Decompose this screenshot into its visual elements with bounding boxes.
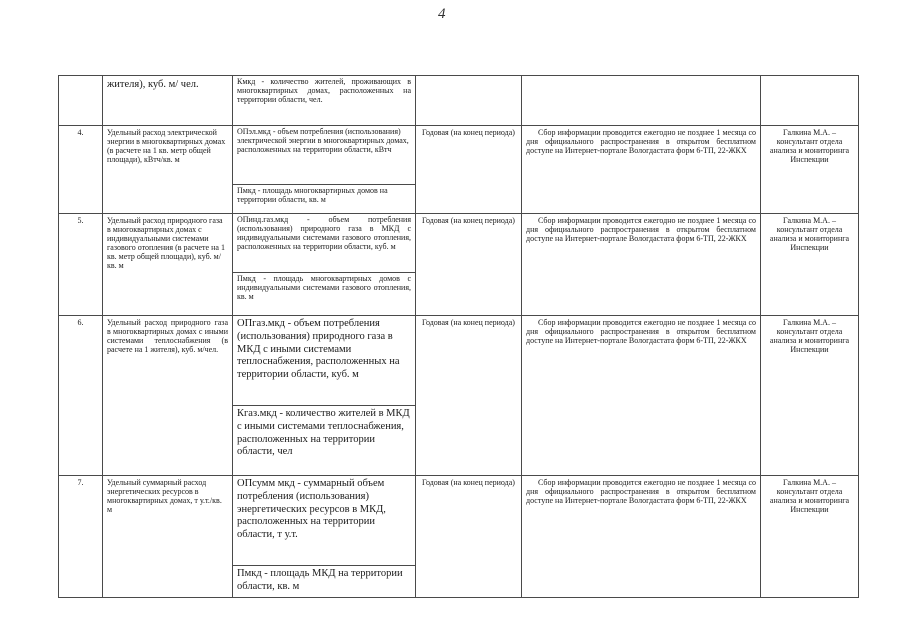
row-number: 7. — [59, 476, 103, 598]
period-cell: Годовая (на конец периода) — [422, 318, 515, 327]
formula-variable: Пмкд - площадь МКД на территории области, кв. м — [237, 568, 403, 592]
formula-variable: ОПинд.газ.мкд - объем потребления (использования) природного газа в МКД с индивидуальными системами газового отопления, расположенных на территории области, куб. м — [233, 214, 415, 273]
indicator-name: Удельный суммарный расход энергетических ресурсов в многоквартирных домах, т у.т./кв. м — [107, 478, 222, 514]
responsible-cell: Галкина М.А. – консультант отдела анализа и мониторинга Инспекции — [769, 216, 850, 252]
row-number: 5. — [59, 214, 103, 316]
table-row — [59, 214, 859, 316]
period-cell: Годовая (на конец периода) — [422, 128, 515, 137]
page-number: 4 — [438, 6, 446, 22]
table-row — [59, 76, 859, 126]
indicator-name: Удельный расход природного газа в многоквартирных домах с индивидуальными системами газового отопления (в расчете на 1 кв. метр общей площади), куб. м/кв. м — [107, 216, 225, 270]
table-row — [59, 316, 859, 476]
indicator-name: жителя), куб. м/ чел. — [107, 79, 199, 90]
method-cell: Сбор информации проводится ежегодно не позднее 1 месяца со дня официального распространения в открытом бесплатном доступе на Интернет-портале Вологдастата форм 6-ТП, 22-ЖКХ — [526, 216, 756, 243]
method-cell: Сбор информации проводится ежегодно не позднее 1 месяца со дня официального распространения в открытом бесплатном доступе на Интернет-портале Вологдастата форм 6-ТП, 22-ЖКХ — [526, 128, 756, 155]
method-cell — [522, 76, 761, 126]
row-number: 6. — [59, 316, 103, 476]
row-number: 4. — [59, 126, 103, 214]
formula-variable: ОПсумм мкд - суммарный объем потребления (использования) энергетических ресурсов в МКД, расположенных на территории области, т у.т. — [233, 476, 415, 566]
indicator-name: Удельный расход электрической энергии в многоквартирных домах (в расчете на 1 кв. метр общей площади), кВтч/кв. м — [107, 128, 226, 164]
formula-variable: ОПэл.мкд - объем потребления (использования) электрической энергии в многоквартирных домах, расположенных на территории области, кВтч — [233, 126, 415, 185]
formula-variable: Кгаз.мкд - количество жителей в МКД с иными системами теплоснабжения, расположенных на территории области, чел — [237, 408, 410, 458]
responsible-cell: Галкина М.А. – консультант отдела анализа и мониторинга Инспекции — [769, 128, 850, 164]
method-cell: Сбор информации проводится ежегодно не позднее 1 месяца со дня официального распространения в открытом бесплатном доступе на Интернет-портале Вологдастата форм 6-ТП, 22-ЖКХ — [526, 318, 756, 345]
table-row — [59, 476, 859, 598]
row-number — [59, 76, 103, 126]
formula-variable: Пмкд - площадь многоквартирных домов на территории области, кв. м — [237, 186, 388, 204]
formula-variable: Кмкд - количество жителей, проживающих в многоквартирных домах, расположенных на территории области, чел. — [237, 77, 411, 104]
period-cell: Годовая (на конец периода) — [422, 216, 515, 225]
formula-variable: Пмкд - площадь многоквартирных домов с индивидуальными системами газового отопления, кв. м — [237, 274, 411, 301]
period-cell — [416, 76, 522, 126]
indicator-name: Удельный расход природного газа в многоквартирных домах с иными системами теплоснабжения (в расчете на 1 жителя), куб. м/чел. — [107, 318, 228, 354]
responsible-cell: Галкина М.А. – консультант отдела анализа и мониторинга Инспекции — [769, 318, 850, 354]
period-cell: Годовая (на конец периода) — [422, 478, 515, 487]
responsible-cell: Галкина М.А. – консультант отдела анализа и мониторинга Инспекции — [769, 478, 850, 514]
formula-variable: ОПгаз.мкд - объем потребления (использования) природного газа в МКД с иными системами теплоснабжения, расположенных на территории области, куб. м — [233, 316, 415, 406]
indicators-table — [58, 75, 859, 598]
responsible-cell — [761, 76, 859, 126]
method-cell: Сбор информации проводится ежегодно не позднее 1 месяца со дня официального распространения в открытом бесплатном доступе на Интернет-портале Вологдастата форм 6-ТП, 22-ЖКХ — [526, 478, 756, 505]
table-row — [59, 126, 859, 214]
